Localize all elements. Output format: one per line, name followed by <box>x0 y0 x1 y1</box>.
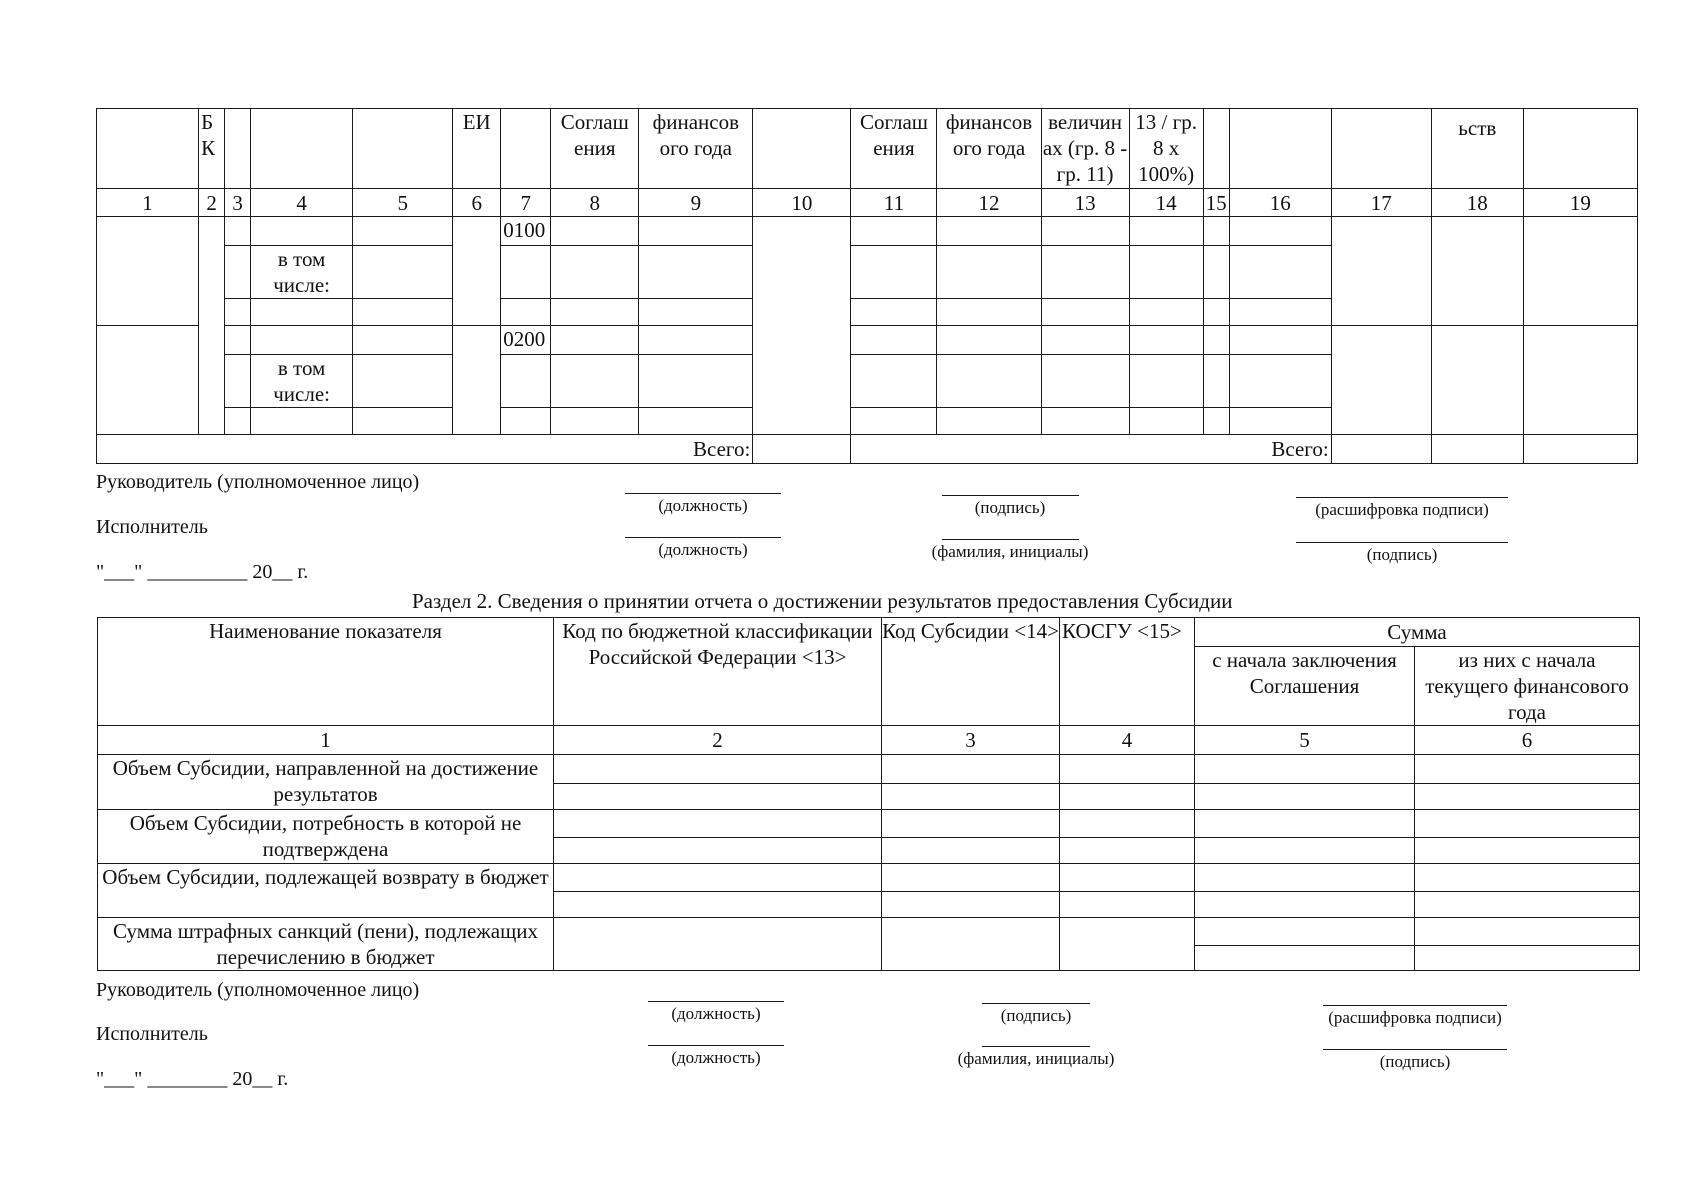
value-cell <box>554 918 882 971</box>
cell <box>1203 355 1229 408</box>
header-cell-unit: ЕИ <box>453 109 501 189</box>
column-number: 5 <box>353 189 453 217</box>
table-row <box>98 918 1640 946</box>
header-cell-bk: Б К <box>199 109 225 189</box>
header-cell-agreement: Соглаш ения <box>551 109 639 189</box>
value-cell <box>554 892 882 918</box>
cell <box>1431 217 1523 326</box>
value-cell <box>1195 810 1415 838</box>
column-number: 1 <box>97 189 199 217</box>
signature-line <box>1296 542 1508 543</box>
cell <box>1523 326 1637 435</box>
column-number: 13 <box>1041 189 1129 217</box>
cell <box>251 299 353 326</box>
cell <box>225 246 251 299</box>
table-row <box>98 755 1640 784</box>
cell <box>753 217 851 435</box>
cell <box>97 326 199 435</box>
cell <box>97 217 199 326</box>
cell <box>251 326 353 355</box>
value-cell <box>1415 864 1640 892</box>
cell <box>551 408 639 435</box>
cell <box>1331 326 1431 435</box>
cell <box>551 217 639 246</box>
value-cell <box>554 755 882 784</box>
cell <box>851 217 937 246</box>
column-number: 6 <box>1415 726 1640 755</box>
executor-label-2: Исполнитель <box>96 1023 208 1045</box>
cell <box>1203 326 1229 355</box>
cell <box>453 217 501 326</box>
value-cell <box>882 810 1060 838</box>
cell <box>353 408 453 435</box>
signature-line <box>942 539 1079 540</box>
header-cell <box>501 109 551 189</box>
column-number: 8 <box>551 189 639 217</box>
header-subsidy-code: Код Субсидии <14> <box>882 618 1060 726</box>
cell <box>1041 246 1129 299</box>
section1-table <box>96 108 1638 464</box>
value-cell <box>1060 784 1195 810</box>
signature-caption: (подпись) <box>1366 545 1438 564</box>
column-number: 7 <box>501 189 551 217</box>
column-number: 11 <box>851 189 937 217</box>
cell <box>639 246 753 299</box>
executor-label: Исполнитель <box>96 516 208 538</box>
head-label-2: Руководитель (уполномоченное лицо) <box>96 979 420 1001</box>
cell <box>1229 326 1331 355</box>
header-cell-fin-year-2: финансов ого года <box>937 109 1041 189</box>
cell <box>851 299 937 326</box>
header-cell <box>251 109 353 189</box>
value-cell <box>882 755 1060 784</box>
value-cell <box>554 810 882 838</box>
value-cell <box>554 784 882 810</box>
cell <box>225 326 251 355</box>
header-cell <box>1229 109 1331 189</box>
value-cell <box>1415 918 1640 946</box>
decoding-caption: (расшифровка подписи) <box>1328 1008 1502 1027</box>
column-number: 4 <box>251 189 353 217</box>
cell <box>225 299 251 326</box>
value-cell <box>1195 892 1415 918</box>
cell <box>225 217 251 246</box>
cell <box>1041 326 1129 355</box>
header-indicator: Наименование показателя <box>98 618 554 726</box>
cell <box>639 326 753 355</box>
header-cell-percent: 13 / гр. 8 x 100%) <box>1129 109 1203 189</box>
cell <box>639 217 753 246</box>
date-line-2: "___" ________ 20__ г. <box>96 1068 289 1090</box>
column-number: 16 <box>1229 189 1331 217</box>
signature-caption: (подпись) <box>974 498 1046 517</box>
column-number: 2 <box>199 189 225 217</box>
indicator-name: Объем Субсидии, подлежащей возврату в бюджет <box>98 864 554 918</box>
cell <box>1041 408 1129 435</box>
header-sum: Сумма <box>1195 618 1640 647</box>
value-cell <box>1195 784 1415 810</box>
section2-table <box>97 617 1640 971</box>
column-number: 17 <box>1331 189 1431 217</box>
signature-caption: (подпись) <box>1379 1052 1451 1071</box>
cell <box>225 408 251 435</box>
value-cell <box>1195 918 1415 946</box>
value-cell <box>1060 918 1195 971</box>
value-cell <box>882 864 1060 892</box>
column-number: 10 <box>753 189 851 217</box>
cell <box>937 246 1041 299</box>
column-number: 3 <box>225 189 251 217</box>
cell <box>551 355 639 408</box>
header-cell <box>753 109 851 189</box>
indicator-name: Сумма штрафных санкций (пени), подлежащих перечислению в бюджет <box>98 918 554 971</box>
value-cell <box>1415 945 1640 970</box>
cell <box>1229 355 1331 408</box>
column-number: 3 <box>882 726 1060 755</box>
fio-caption: (фамилия, инициалы) <box>931 542 1089 561</box>
value-cell <box>1060 755 1195 784</box>
value-cell <box>1415 838 1640 864</box>
value-cell <box>1195 945 1415 970</box>
cell <box>1203 299 1229 326</box>
cell <box>551 299 639 326</box>
cell <box>937 217 1041 246</box>
signature-line <box>625 537 781 538</box>
column-number: 12 <box>937 189 1041 217</box>
cell <box>225 355 251 408</box>
header-cell-agreement-2: Соглаш ения <box>851 109 937 189</box>
total-cell <box>1331 435 1431 464</box>
cell <box>639 408 753 435</box>
signature-line <box>1323 1049 1507 1050</box>
cell <box>1331 217 1431 326</box>
cell <box>937 326 1041 355</box>
cell <box>1041 299 1129 326</box>
column-number: 5 <box>1195 726 1415 755</box>
column-number: 6 <box>453 189 501 217</box>
signature-line <box>982 1046 1090 1047</box>
position-caption: (должность) <box>671 1048 761 1067</box>
table-row <box>98 810 1640 838</box>
value-cell <box>1195 838 1415 864</box>
cell <box>1129 246 1203 299</box>
cell <box>1041 355 1129 408</box>
cell <box>353 217 453 246</box>
cell <box>251 408 353 435</box>
cell <box>199 326 225 435</box>
cell <box>639 355 753 408</box>
column-number: 9 <box>639 189 753 217</box>
header-cell <box>353 109 453 189</box>
signature-caption: (подпись) <box>1000 1006 1072 1025</box>
cell <box>937 355 1041 408</box>
cell <box>501 299 551 326</box>
indicator-name: Объем Субсидии, потребность в которой не подтверждена <box>98 810 554 864</box>
cell <box>551 246 639 299</box>
cell <box>353 299 453 326</box>
cell <box>1229 246 1331 299</box>
signature-line <box>1323 1005 1507 1006</box>
column-number: 2 <box>554 726 882 755</box>
cell <box>353 355 453 408</box>
cell <box>1431 326 1523 435</box>
cell <box>1523 217 1637 326</box>
cell <box>1129 217 1203 246</box>
column-number: 4 <box>1060 726 1195 755</box>
signature-line <box>942 495 1079 496</box>
header-cell <box>225 109 251 189</box>
header-cell <box>97 109 199 189</box>
header-from-start: с начала заключения Соглашения <box>1195 647 1415 726</box>
value-cell <box>1415 892 1640 918</box>
cell <box>937 299 1041 326</box>
total-label-left: Всего: <box>97 435 753 464</box>
cell <box>353 246 453 299</box>
indicator-name: Объем Субсидии, направленной на достижение результатов <box>98 755 554 810</box>
value-cell <box>1060 838 1195 864</box>
signature-line <box>648 1045 784 1046</box>
signature-line <box>982 1003 1090 1004</box>
cell <box>199 217 225 326</box>
value-cell <box>1415 810 1640 838</box>
cell <box>639 299 753 326</box>
table-row <box>98 864 1640 892</box>
header-cell-obligations: ьств <box>1431 109 1523 189</box>
header-cell-fin-year: финансов ого года <box>639 109 753 189</box>
value-cell <box>1060 864 1195 892</box>
date-line: "___" __________ 20__ г. <box>96 561 309 583</box>
header-cell <box>1523 109 1637 189</box>
signature-line <box>625 493 781 494</box>
header-kosgu: КОСГУ <15> <box>1060 618 1195 726</box>
cell <box>551 326 639 355</box>
value-cell <box>1415 784 1640 810</box>
signature-line <box>648 1001 784 1002</box>
cell <box>851 355 937 408</box>
header-cell <box>1331 109 1431 189</box>
cell <box>453 326 501 435</box>
value-cell <box>554 864 882 892</box>
cell <box>501 246 551 299</box>
cell <box>501 355 551 408</box>
value-cell <box>1415 755 1640 784</box>
value-cell <box>1195 864 1415 892</box>
cell <box>1229 217 1331 246</box>
section2-title: Раздел 2. Сведения о принятии отчета о достижении результатов предоставления Субсидии <box>412 589 1233 613</box>
column-number: 18 <box>1431 189 1523 217</box>
cell <box>851 246 937 299</box>
cell <box>1041 217 1129 246</box>
value-cell <box>882 838 1060 864</box>
position-caption: (должность) <box>671 1004 761 1023</box>
header-cell-deviation: величин ах (гр. 8 - гр. 11) <box>1041 109 1129 189</box>
cell <box>1129 326 1203 355</box>
column-number: 1 <box>98 726 554 755</box>
cell <box>851 408 937 435</box>
cell <box>1129 408 1203 435</box>
value-cell <box>882 892 1060 918</box>
cell <box>251 217 353 246</box>
head-label: Руководитель (уполномоченное лицо) <box>96 471 420 493</box>
cell <box>1203 217 1229 246</box>
value-cell <box>882 918 1060 971</box>
decoding-caption: (расшифровка подписи) <box>1315 500 1489 519</box>
header-cell <box>1203 109 1229 189</box>
header-current-year: из них с начала текущего финансового года <box>1415 647 1640 726</box>
total-cell <box>1431 435 1523 464</box>
cell <box>1129 299 1203 326</box>
incl-label: в том числе: <box>251 246 353 299</box>
fio-caption: (фамилия, инициалы) <box>957 1049 1115 1068</box>
column-number: 19 <box>1523 189 1637 217</box>
position-caption: (должность) <box>658 540 748 559</box>
total-cell <box>753 435 851 464</box>
cell <box>501 408 551 435</box>
row-code-0100: 0100 <box>501 217 551 246</box>
cell <box>1203 408 1229 435</box>
position-caption: (должность) <box>658 496 748 515</box>
incl-label: в том числе: <box>251 355 353 408</box>
value-cell <box>882 784 1060 810</box>
cell <box>937 408 1041 435</box>
column-number: 14 <box>1129 189 1203 217</box>
row-code-0200: 0200 <box>501 326 551 355</box>
cell <box>851 326 937 355</box>
signature-line <box>1296 497 1508 498</box>
header-kbk: Код по бюджетной классификации Российской Федерации <13> <box>554 618 882 726</box>
cell <box>1203 246 1229 299</box>
value-cell <box>1060 892 1195 918</box>
column-number: 15 <box>1203 189 1229 217</box>
total-label-right: Всего: <box>851 435 1331 464</box>
cell <box>1129 355 1203 408</box>
total-cell <box>1523 435 1637 464</box>
value-cell <box>554 838 882 864</box>
value-cell <box>1060 810 1195 838</box>
value-cell <box>1195 755 1415 784</box>
cell <box>353 326 453 355</box>
